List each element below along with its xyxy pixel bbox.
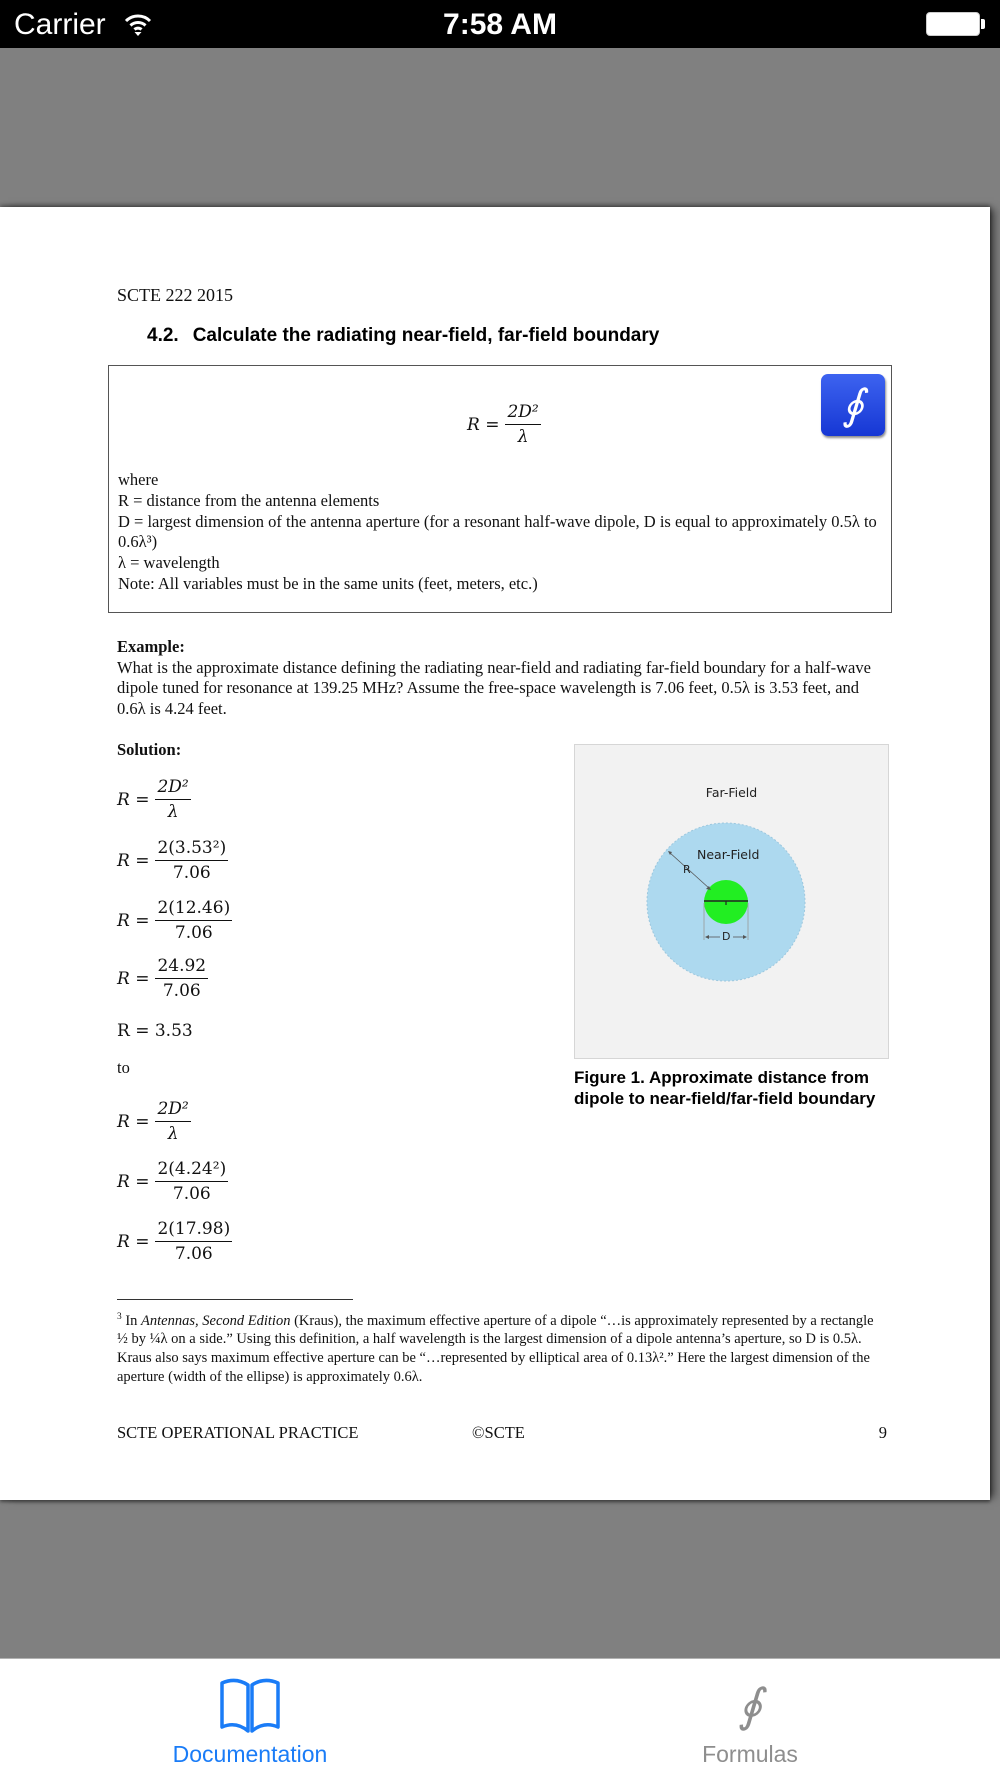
definition-r: R = distance from the antenna elements bbox=[118, 490, 380, 510]
solution-step: R = $\frac{\text{2(3.53²)}}{7.06}$ bbox=[117, 838, 227, 883]
solution-step: R = $\frac{\text{2(4.24²)}}{7.06}$ bbox=[117, 1159, 227, 1204]
solution-step: R = $\frac{\text{2D²}}{\lambda}$ bbox=[117, 1099, 189, 1144]
dimension-label: D bbox=[722, 930, 731, 943]
tab-bar bbox=[0, 1658, 1000, 1779]
book-title: Antennas, Second Edition bbox=[141, 1312, 291, 1329]
integral-icon: ∮ bbox=[738, 1678, 762, 1732]
formula-button[interactable] bbox=[821, 374, 885, 436]
main-formula: R = $\frac{\text{2D²}}{\lambda}$ bbox=[467, 402, 539, 447]
near-field-label: Near-Field bbox=[697, 847, 760, 862]
solution-step: R = $\frac{2(17.98)}{7.06}$ bbox=[117, 1219, 231, 1264]
solution-label: Solution: bbox=[117, 740, 182, 759]
to-connector: to bbox=[117, 1058, 130, 1077]
section-title: Calculate the radiating near-field, far-field boundary bbox=[192, 325, 660, 346]
battery-icon bbox=[926, 12, 980, 36]
units-note: Note: All variables must be in the same units (feet, meters, etc.) bbox=[118, 573, 538, 593]
solution-step: R = $\frac{24.92}{7.06}$ bbox=[117, 956, 207, 1001]
field-diagram-graphic bbox=[575, 745, 888, 1058]
far-field-label: Far-Field bbox=[705, 785, 758, 800]
example-block bbox=[117, 637, 887, 719]
clock: 7:58 AM bbox=[443, 8, 557, 41]
tab-label: Documentation bbox=[172, 1741, 328, 1767]
footer-copyright: ©SCTE bbox=[472, 1423, 525, 1442]
pdf-viewer[interactable] bbox=[0, 48, 1000, 1658]
example-label: Example: bbox=[117, 637, 185, 656]
variable-definitions bbox=[118, 470, 878, 595]
section-number: 4.2. bbox=[147, 325, 179, 346]
tab-documentation[interactable] bbox=[0, 1659, 500, 1779]
carrier-label: Carrier bbox=[14, 8, 106, 41]
definition-lambda: λ = wavelength bbox=[118, 553, 220, 573]
solution-step: R = $\frac{2(12.46)}{7.06}$ bbox=[117, 898, 231, 943]
formula-box bbox=[108, 365, 892, 613]
tab-formulas[interactable] bbox=[500, 1659, 1000, 1779]
tab-label: Formulas bbox=[702, 1741, 798, 1767]
section-heading bbox=[147, 325, 659, 347]
solution-step: R = $\frac{\text{2D²}}{\lambda}$ bbox=[117, 777, 189, 822]
near-far-field-diagram bbox=[574, 744, 889, 1059]
book-icon bbox=[0, 1677, 500, 1733]
footnote-marker: 3 bbox=[117, 1312, 122, 1322]
status-bar bbox=[0, 0, 1000, 48]
figure-caption: Figure 1. Approximate distance from dipole to near-field/far-field boundary bbox=[574, 1068, 876, 1108]
radius-label: R bbox=[683, 863, 691, 876]
footer-left: SCTE OPERATIONAL PRACTICE bbox=[117, 1423, 359, 1442]
footnote: $^3$ In Antennas, Second Edition (Kraus), the maximum effective aperture of a dipole “…is approximately represented by a rectangle ½ by ¼λ on a side.” Using this definition, a half wavelength is the largest dimension of a dipole antenna’s aperture, so D is 0.5λ. Kraus also says maximum effective aperture can be “…represented by elliptical area of 0.13λ².” Here the largest dimension of the aperture (width of the ellipse) is approximately 0.6λ. bbox=[117, 1312, 874, 1385]
example-text: What is the approximate distance defining the radiating near-field and radiating far-field boundary for a half-wave dipole tuned for resonance at 139.25 MHz? Assume the free-space wavelength is 7.06 feet, 0.5λ is 3.53 feet, and 0.6λ is 4.24 feet. bbox=[117, 657, 871, 718]
definition-d: D = largest dimension of the antenna aperture (for a resonant half-wave dipole, D is equal to approximately 0.5λ to 0.6λ³) bbox=[118, 511, 877, 552]
solution-result: R = 3.53 bbox=[117, 1021, 193, 1041]
footnote-divider bbox=[117, 1299, 353, 1300]
definitions-intro: where bbox=[118, 470, 159, 489]
document-header: SCTE 222 2015 bbox=[117, 285, 234, 305]
document-page[interactable] bbox=[0, 207, 990, 1500]
integral-icon: ∮ bbox=[842, 380, 864, 429]
page-number: 9 bbox=[878, 1423, 887, 1442]
